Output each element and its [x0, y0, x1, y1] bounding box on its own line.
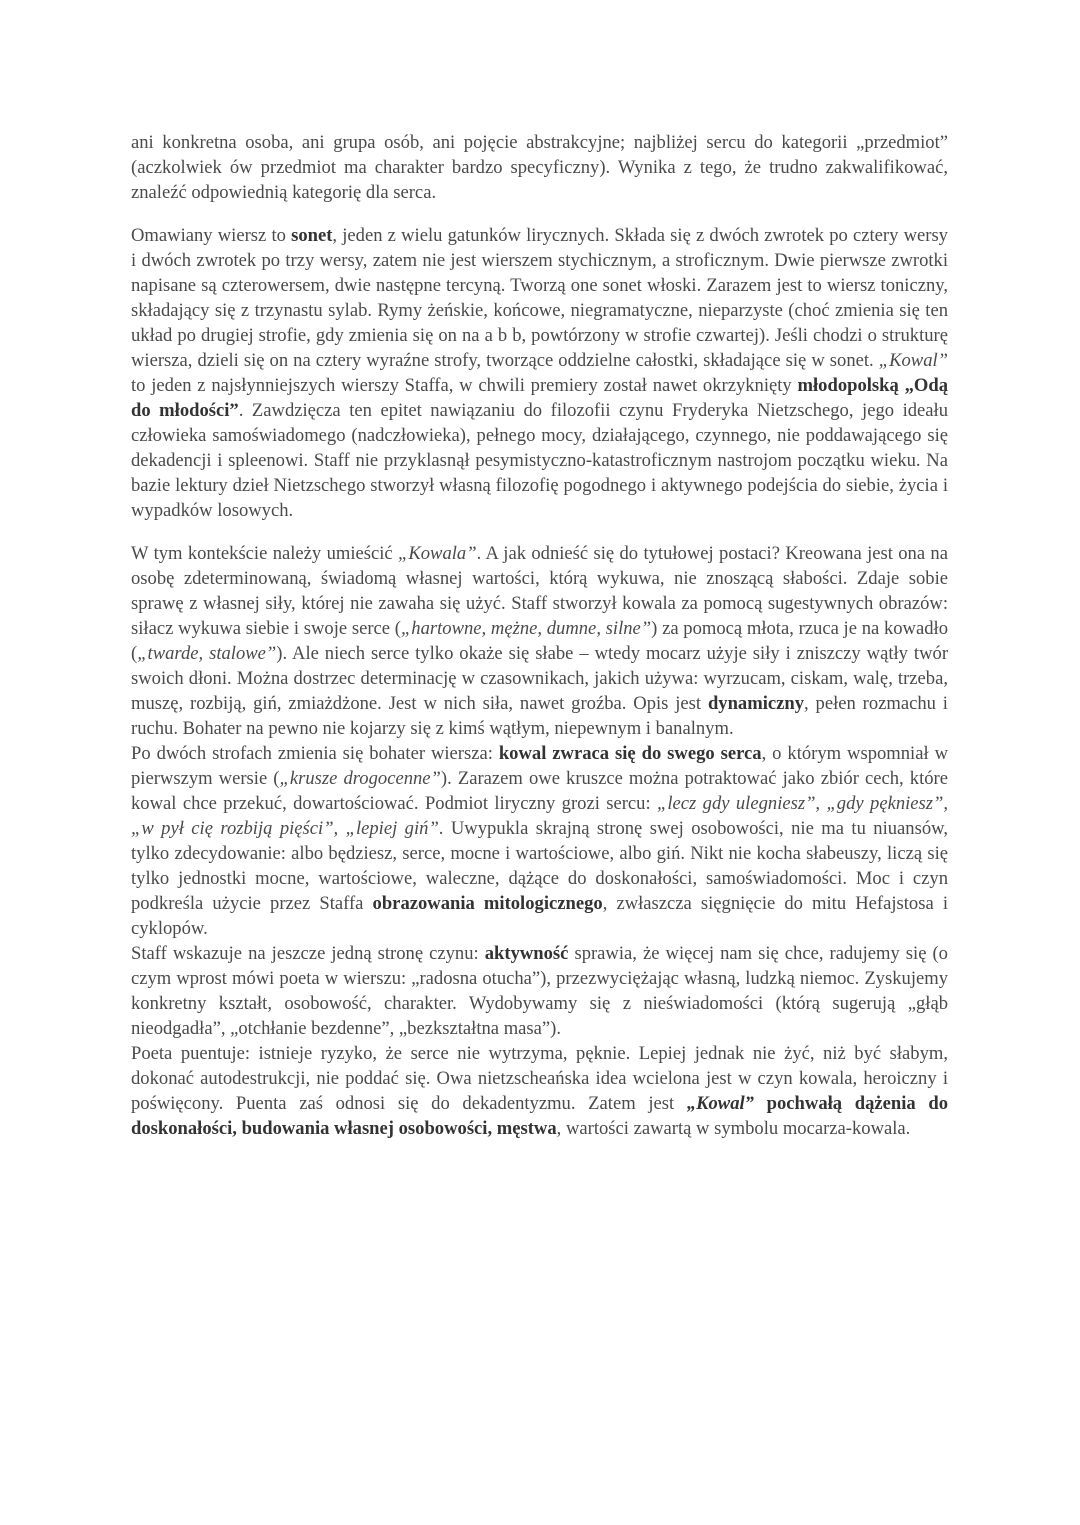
paragraph-intro: [131, 130, 948, 205]
body-text: Staff wskazuje na jeszcze jedną stronę czynu:: [131, 943, 485, 964]
bold-text: młodopolską „Odą do młodości”: [131, 375, 948, 421]
body-text: , jeden z wielu gatunków lirycznych. Składa się z dwóch zwrotek po cztery wersy i dwóch zwrotek po trzy wersy, zatem nie jest wierszem stychicznym, a stroficznym. Dwie pierwsze zwrotki napisane są czterowersem, dwie następne tercyną. Tworzą one sonet włoski. Zarazem jest to wiersz toniczny, składający się z trzynastu sylab. Rymy żeńskie, końcowe, niegramatyczne, nieparzyste (choć zmienia się ten układ po drugiej strofie, gdy zmienia się on na a b b, powtórzony w strofie czwartej). Jeśli chodzi o strukturę wiersza, dzieli się on na cztery wyraźne strofy, tworzące oddzielne całostki, składające się w sonet.: [131, 225, 948, 371]
body-text: [754, 1093, 767, 1114]
bold-text: pochwałą dążenia do doskonałości, budowania własnej osobowości, męstwa: [131, 1093, 948, 1139]
bold-text: obrazowania mitologicznego: [372, 893, 603, 914]
quote-text: „krusze drogocenne”: [279, 768, 441, 789]
paragraph-kowal-context: [131, 541, 948, 741]
body-text: Po dwóch strofach zmienia się bohater wiersza:: [131, 743, 499, 764]
paragraph-activity: [131, 941, 948, 1041]
body-text: . Uwypukla skrajną stronę swej osobowości, nie ma tu niuansów, tylko zdecydowanie: albo będziesz, serce, mocne i wartościowe, albo giń. Nikt nie kocha słabeuszy, liczą się tylko jednostki mocne, wartościowe, waleczne, dążące do doskonałości, samoświadomości. Moc i czyn podkreśla użycie przez Staffa: [131, 818, 948, 914]
quote-text: „Kowal”: [878, 350, 948, 371]
body-text: ani konkretna osoba, ani grupa osób, ani pojęcie abstrakcyjne; najbliżej sercu do kategorii „przedmiot” (aczkolwiek ów przedmiot ma charakter bardzo specyficzny). Wynika z tego, że trudno zakwalifikować, znaleźć odpowiednią kategorię dla serca.: [131, 132, 948, 203]
quote-text: „hartowne, mężne, dumne, silne”: [400, 618, 652, 639]
body-text: , wartości zawartą w symbolu mocarza-kowala.: [556, 1118, 911, 1139]
bold-text: sonet: [291, 225, 333, 246]
quote-text: „twarde, stalowe”: [137, 643, 277, 664]
quote-text: „lecz gdy ulegniesz”, „gdy pękniesz”, „w pył cię rozbiją pięści”, „lepiej giń”: [131, 793, 948, 839]
body-text: , pełen rozmachu i ruchu. Bohater na pewno nie kojarzy się z kimś wątłym, niepewnym i banalnym.: [131, 693, 948, 739]
body-text: ). Zarazem owe kruszce można potraktować jako zbiór cech, które kowal chce przekuć, dowartościować. Podmiot liryczny grozi sercu:: [131, 768, 949, 814]
bold-text: kowal zwraca się do swego serca: [498, 743, 762, 764]
body-text: Omawiany wiersz to: [131, 225, 292, 246]
bold-text: „Kowal”: [686, 1093, 754, 1114]
bold-text: aktywność: [484, 943, 569, 964]
paragraph-heart: [131, 741, 948, 941]
paragraph-conclusion: [131, 1041, 948, 1141]
body-text: ). Ale niech serce tylko okaże się słabe – wtedy mocarz użyje siły i zniszczy wątły twór swoich dłoni. Można dostrzec determinację w czasownikach, jakich używa: wyrzucam, ciskam, walę, trzeba, muszę, rozbiją, giń, zmiażdżone. Jest w nich siła, nawet groźba. Opis jest: [131, 643, 949, 714]
body-text: , zwłaszcza sięgnięcie do mitu Hefajstosa i cyklopów.: [131, 893, 948, 939]
body-text: W tym kontekście należy umieścić: [131, 543, 399, 564]
quote-text: „Kowala”: [398, 543, 477, 564]
body-text: to jeden z najsłynniejszych wierszy Staffa, w chwili premiery został nawet okrzyknięty: [131, 375, 798, 396]
body-text: , o którym wspomniał w pierwszym wersie (: [131, 743, 948, 789]
document-page: [131, 130, 948, 1141]
body-text: . Zawdzięcza ten epitet nawiązaniu do filozofii czynu Fryderyka Nietzschego, jego ideału człowieka samoświadomego (nadczłowieka), pełnego mocy, działającego, czynnego, nie poddawającego się dekadencji i spleenowi. Staff nie przyklasnął pesymistyczno-katastroficznym nastrojom początku wieku. Na bazie lektury dzieł Nietzschego stworzył własną filozofię pogodnego i aktywnego podejścia do siebie, życia i wypadków losowych.: [131, 400, 949, 521]
body-text: ) za pomocą młota, rzuca je na kowadło (: [131, 618, 948, 664]
body-text: sprawia, że więcej nam się chce, radujemy się (o czym wprost mówi poeta w wierszu: „radosna otucha”), przezwyciężając własną, ludzką niemoc. Zyskujemy konkretny kształt, osobowość, charakter. Wydobywamy się z nieświadomości (którą sugerują „głąb nieodgadła”, „otchłanie bezdenne”, „bezkształtna masa”).: [131, 943, 948, 1039]
paragraph-sonet: [131, 223, 948, 523]
body-text: Poeta puentuje: istnieje ryzyko, że serce nie wytrzyma, pęknie. Lepiej jednak nie żyć, niż być słabym, dokonać autodestrukcji, nie poddać się. Owa nietzscheańska idea wcielona jest w czyn kowala, heroiczny i poświęcony. Puenta zaś odnosi się do dekadentyzmu. Zatem jest: [131, 1043, 948, 1114]
bold-text: dynamiczny: [707, 693, 805, 714]
body-text: . A jak odnieść się do tytułowej postaci? Kreowana jest ona na osobę zdeterminowaną, świadomą własnej wartości, którą wykuwa, nie znoszącą słabości. Zdaje sobie sprawę z własnej siły, której nie zawaha się użyć. Staff stworzył kowala za pomocą sugestywnych obrazów: siłacz wykuwa siebie i swoje serce (: [131, 543, 948, 639]
